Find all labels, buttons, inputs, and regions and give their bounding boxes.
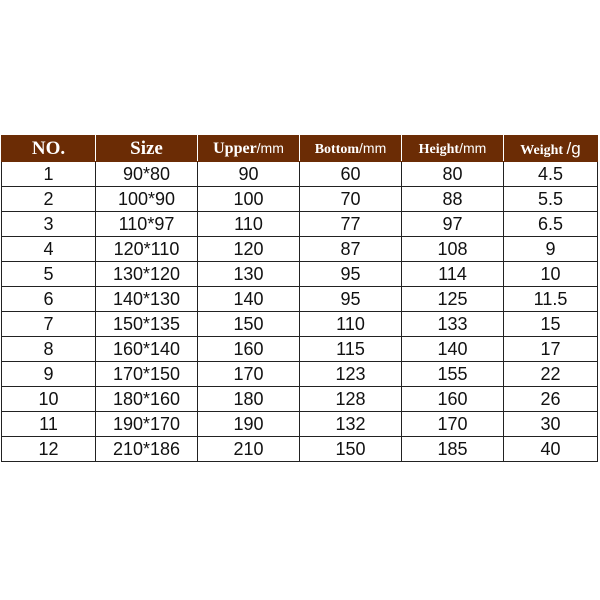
header-bottom-unit: /mm	[359, 139, 387, 156]
header-weight-unit: /g	[566, 138, 581, 158]
cell-height: 108	[402, 237, 504, 262]
table-row	[2, 187, 598, 212]
cell-no: 6	[2, 287, 96, 312]
cell-height: 140	[402, 337, 504, 362]
cell-weight: 9	[504, 237, 598, 262]
cell-height: 97	[402, 212, 504, 237]
cell-no: 4	[2, 237, 96, 262]
cell-bottom: 87	[300, 237, 402, 262]
cell-upper: 170	[198, 362, 300, 387]
table-body	[2, 162, 598, 462]
cell-upper: 160	[198, 337, 300, 362]
cell-upper: 100	[198, 187, 300, 212]
table-row	[2, 162, 598, 187]
cell-no: 3	[2, 212, 96, 237]
cell-bottom: 123	[300, 362, 402, 387]
cell-upper: 190	[198, 412, 300, 437]
cell-upper: 180	[198, 387, 300, 412]
cell-upper: 130	[198, 262, 300, 287]
cell-bottom: 132	[300, 412, 402, 437]
cell-size: 210*186	[96, 437, 198, 462]
table-row	[2, 437, 598, 462]
header-weight	[504, 136, 598, 162]
header-height-unit: /mm	[459, 139, 487, 156]
cell-bottom: 77	[300, 212, 402, 237]
cell-size: 150*135	[96, 312, 198, 337]
header-row	[2, 136, 598, 162]
cell-bottom: 95	[300, 287, 402, 312]
table-row	[2, 362, 598, 387]
header-height	[402, 136, 504, 162]
table-row	[2, 337, 598, 362]
table-row	[2, 237, 598, 262]
cell-height: 160	[402, 387, 504, 412]
cell-weight: 15	[504, 312, 598, 337]
cell-no: 8	[2, 337, 96, 362]
header-upper	[198, 136, 300, 162]
cell-size: 140*130	[96, 287, 198, 312]
cell-size: 130*120	[96, 262, 198, 287]
cell-bottom: 60	[300, 162, 402, 187]
cell-no: 9	[2, 362, 96, 387]
table-header	[2, 136, 598, 162]
cell-size: 160*140	[96, 337, 198, 362]
cell-size: 170*150	[96, 362, 198, 387]
cell-bottom: 128	[300, 387, 402, 412]
cell-size: 120*110	[96, 237, 198, 262]
cell-bottom: 95	[300, 262, 402, 287]
cell-weight: 26	[504, 387, 598, 412]
size-table-wrapper	[1, 135, 597, 462]
cell-height: 114	[402, 262, 504, 287]
cell-height: 170	[402, 412, 504, 437]
cell-bottom: 115	[300, 337, 402, 362]
header-height-label: Height	[418, 141, 460, 157]
cell-upper: 210	[198, 437, 300, 462]
header-size	[96, 136, 198, 162]
header-upper-label: Upper	[213, 139, 257, 157]
cell-bottom: 110	[300, 312, 402, 337]
cell-weight: 4.5	[504, 162, 598, 187]
header-bottom	[300, 136, 402, 162]
cell-height: 185	[402, 437, 504, 462]
cell-no: 10	[2, 387, 96, 412]
cell-weight: 10	[504, 262, 598, 287]
cell-bottom: 70	[300, 187, 402, 212]
table-row	[2, 387, 598, 412]
cell-weight: 40	[504, 437, 598, 462]
cell-upper: 140	[198, 287, 300, 312]
cell-size: 90*80	[96, 162, 198, 187]
header-no	[2, 136, 96, 162]
cell-no: 7	[2, 312, 96, 337]
cell-height: 80	[402, 162, 504, 187]
table-row	[2, 312, 598, 337]
cell-height: 125	[402, 287, 504, 312]
cell-height: 133	[402, 312, 504, 337]
cell-upper: 90	[198, 162, 300, 187]
header-no-label: NO.	[31, 137, 66, 159]
header-bottom-label: Bottom	[314, 141, 360, 157]
cell-upper: 150	[198, 312, 300, 337]
cell-weight: 11.5	[504, 287, 598, 312]
cell-weight: 17	[504, 337, 598, 362]
cell-weight: 22	[504, 362, 598, 387]
cell-height: 155	[402, 362, 504, 387]
cell-no: 1	[2, 162, 96, 187]
header-weight-label: Weight	[520, 142, 567, 158]
cell-upper: 120	[198, 237, 300, 262]
table-row	[2, 212, 598, 237]
table-row	[2, 262, 598, 287]
header-size-label: Size	[130, 137, 163, 159]
cell-weight: 6.5	[504, 212, 598, 237]
cell-size: 110*97	[96, 212, 198, 237]
cell-no: 5	[2, 262, 96, 287]
table-row	[2, 287, 598, 312]
cell-size: 180*160	[96, 387, 198, 412]
cell-weight: 5.5	[504, 187, 598, 212]
cell-upper: 110	[198, 212, 300, 237]
cell-weight: 30	[504, 412, 598, 437]
cell-bottom: 150	[300, 437, 402, 462]
header-upper-unit: /mm	[256, 139, 284, 156]
cell-no: 11	[2, 412, 96, 437]
size-spec-table	[1, 135, 598, 462]
cell-no: 2	[2, 187, 96, 212]
table-row	[2, 412, 598, 437]
cell-no: 12	[2, 437, 96, 462]
cell-size: 190*170	[96, 412, 198, 437]
cell-size: 100*90	[96, 187, 198, 212]
cell-height: 88	[402, 187, 504, 212]
